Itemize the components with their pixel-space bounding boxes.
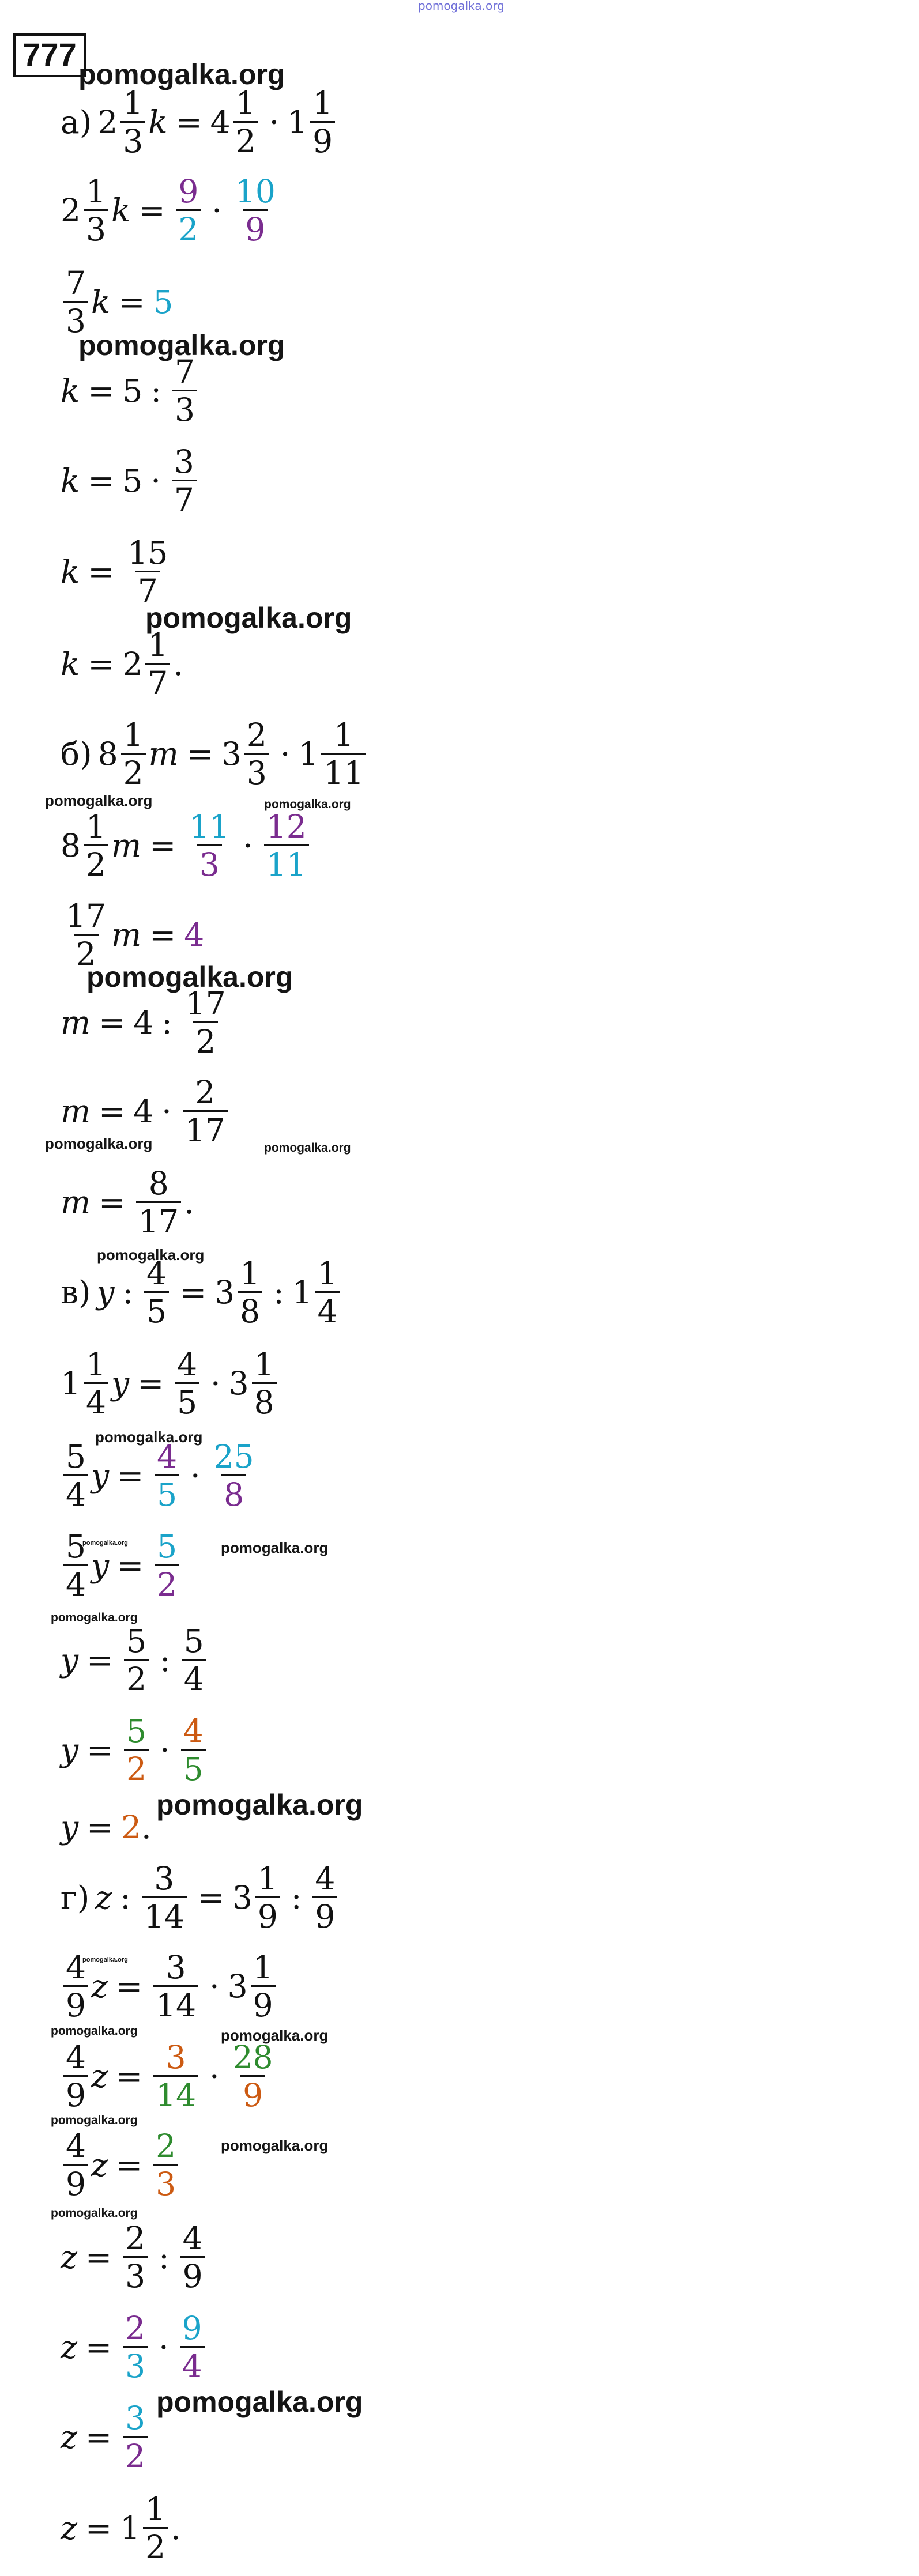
part-label-v: в) [61, 1273, 91, 1311]
equation-a-7: k = 2 $\frac{1}{7}$ . [61, 627, 183, 702]
watermark: pomogalka.org [45, 792, 153, 809]
watermark: pomogalka.org [264, 1141, 351, 1155]
equation-v-4: $\frac{5}{4}$ y = $\frac{5}{2}$ [61, 1530, 182, 1602]
equation-b-2: 8 $\frac{1}{2}$ m = $\frac{11}{3}$ · $\frac{12}{11}$ [61, 810, 312, 882]
equation-b-3: $\frac{17}{2}$ m = 4 [66, 897, 205, 973]
watermark: pomogalka.org [221, 1539, 329, 1556]
equation-g-1: г) z : $\frac{3}{14}$ = 3 $\frac{1}{9}$ : $\frac{4}{9}$ [61, 1862, 340, 1934]
equation-g-8: z = 1 $\frac{1}{2}$ . [61, 2491, 181, 2566]
watermark: pomogalka.org [51, 2207, 138, 2220]
equation-v-7: y = 2 . [61, 1809, 152, 1846]
watermark: pomogalka.org [86, 961, 293, 993]
part-label-a: а) [61, 103, 92, 141]
watermark: pomogalka.org [82, 1540, 128, 1547]
equation-g-7: z = $\frac{3}{2}$ [61, 2401, 150, 2473]
equation-v-2: 1 $\frac{1}{4}$ y = $\frac{4}{5}$ · 3 $\frac{1}{8}$ [61, 1348, 280, 1420]
watermark: pomogalka.org [156, 1789, 363, 1821]
equation-g-4: $\frac{4}{9}$ z = $\frac{2}{3}$ [61, 2129, 181, 2201]
watermark: pomogalka.org [78, 58, 285, 90]
part-label-g: г) [61, 1879, 90, 1916]
header-site-link[interactable]: pomogalka.org [418, 0, 504, 13]
watermark: pomogalka.org [51, 2114, 138, 2127]
equation-g-6: z = $\frac{2}{3}$ · $\frac{9}{4}$ [61, 2311, 208, 2383]
equation-b-1: б) 8 $\frac{1}{2}$ m = 3 $\frac{2}{3}$ · 1 $\frac{1}{11}$ [61, 718, 369, 790]
equation-b-4: m = 4 : $\frac{17}{2}$ [61, 985, 226, 1061]
equation-a-3: $\frac{7}{3}$ k = 5 [61, 266, 173, 338]
watermark: pomogalka.org [82, 1956, 128, 1963]
watermark: pomogalka.org [221, 2027, 329, 2044]
equation-g-2: $\frac{4}{9}$ z = $\frac{3}{14}$ · 3 $\frac{1}{9}$ [61, 1951, 278, 2023]
equation-b-5: m = 4 · $\frac{2}{17}$ [61, 1076, 231, 1148]
watermark: pomogalka.org [51, 2024, 138, 2038]
equation-v-5: y = $\frac{5}{2}$ : $\frac{5}{4}$ [61, 1624, 209, 1696]
watermark: pomogalka.org [145, 602, 352, 634]
equation-g-5: z = $\frac{2}{3}$ : $\frac{4}{9}$ [61, 2222, 208, 2294]
equation-b-6: m = $\frac{8}{17}$ . [61, 1165, 194, 1240]
equation-v-6: y = $\frac{5}{2}$ · $\frac{4}{5}$ [61, 1714, 209, 1786]
watermark: pomogalka.org [51, 1611, 138, 1624]
watermark: pomogalka.org [156, 2386, 363, 2418]
watermark: pomogalka.org [95, 1428, 203, 1446]
equation-a-1: а) 2 $\frac{1}{3}$ k = 4 $\frac{1}{2}$ · 1 $\frac{1}{9}$ [61, 86, 338, 159]
equation-a-4: k = 5 : $\frac{7}{3}$ [61, 355, 200, 427]
watermark: pomogalka.org [221, 2137, 329, 2154]
equation-a-5: k = 5 · $\frac{3}{7}$ [61, 445, 199, 517]
equation-a-2: 2 $\frac{1}{3}$ k = $\frac{9}{2}$ · $\frac{10}{9}$ [61, 173, 276, 248]
task-number: 777 [13, 33, 86, 77]
equation-v-3: $\frac{5}{4}$ y = $\frac{4}{5}$ · $\frac{25}{8}$ [61, 1440, 259, 1512]
part-label-b: б) [61, 735, 92, 772]
watermark: pomogalka.org [264, 798, 351, 811]
watermark: pomogalka.org [45, 1135, 153, 1152]
equation-v-1: в) y : $\frac{4}{5}$ = 3 $\frac{1}{8}$ : 1 $\frac{1}{4}$ [61, 1257, 343, 1329]
equation-a-6: k = $\frac{15}{7}$ [61, 534, 168, 610]
watermark: pomogalka.org [78, 329, 285, 361]
watermark: pomogalka.org [97, 1246, 205, 1264]
equation-g-3: $\frac{4}{9}$ z = $\frac{3}{14}$ · $\frac{28}{9}$ [61, 2041, 278, 2113]
